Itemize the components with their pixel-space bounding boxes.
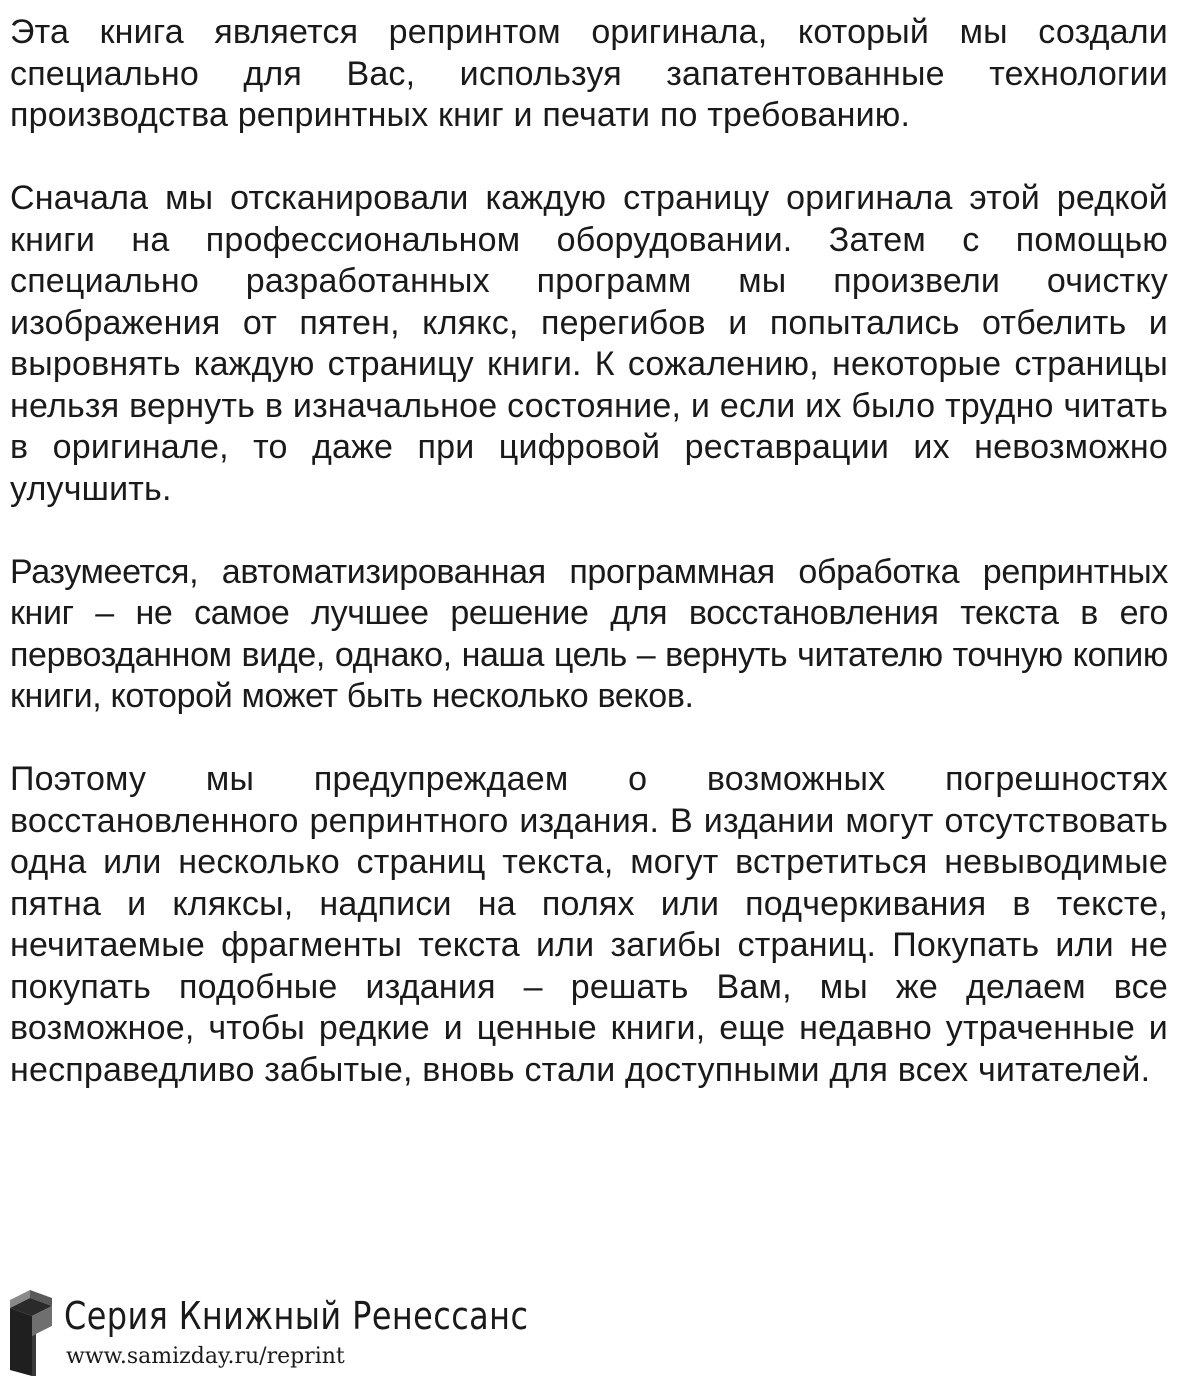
document-body bbox=[10, 12, 1168, 1091]
paragraph-4: Поэтому мы предупреждаем о возможных погрешностях восстановленного репринтного издания. В издании могут отсутствовать одна или несколько страниц текста, могут встретиться невыводимые пятна и кляксы, надписи на полях или подчеркивания в тексте, нечитаемые фрагменты текста или загибы страниц. Покупать или не покупать подобные издания – решать Вам, мы же делаем все возможное, чтобы редкие и ценные книги, еще недавно утраченные и несправедливо забытые, вновь стали доступными для всех читателей. bbox=[10, 760, 1168, 1089]
paragraph-2: Сначала мы отсканировали каждую страницу оригинала этой редкой книги на профессиональном оборудовании. Затем с помощью специально разработанных программ мы произвели очистку изображения от пятен, клякс, перегибов и попытались отбелить и выровнять каждую страницу книги. К сожалению, некоторые страницы нельзя вернуть в изначальное состояние, и если их было трудно читать в оригинале, то даже при цифровой реставрации их невозможно улучшить. bbox=[10, 179, 1168, 508]
series-title: Серия Книжный Ренессанс bbox=[64, 1294, 529, 1338]
paragraph-3: Разумеется, автоматизированная программная обработка репринтных книг – не самое лучшее решение для восстановления текста в его первозданном виде, однако, наша цель – вернуть читателю точную копию книги, которой может быть несколько веков. bbox=[10, 552, 1168, 715]
paragraph-1: Эта книга является репринтом оригинала, который мы создали специально для Вас, используя запатентованные технологии производства репринтных книг и печати по требованию. bbox=[10, 13, 1168, 134]
publisher-url: www.samizday.ru/reprint bbox=[66, 1344, 345, 1369]
book-tower-logo-icon bbox=[8, 1286, 54, 1378]
publisher-footer bbox=[8, 1286, 608, 1382]
